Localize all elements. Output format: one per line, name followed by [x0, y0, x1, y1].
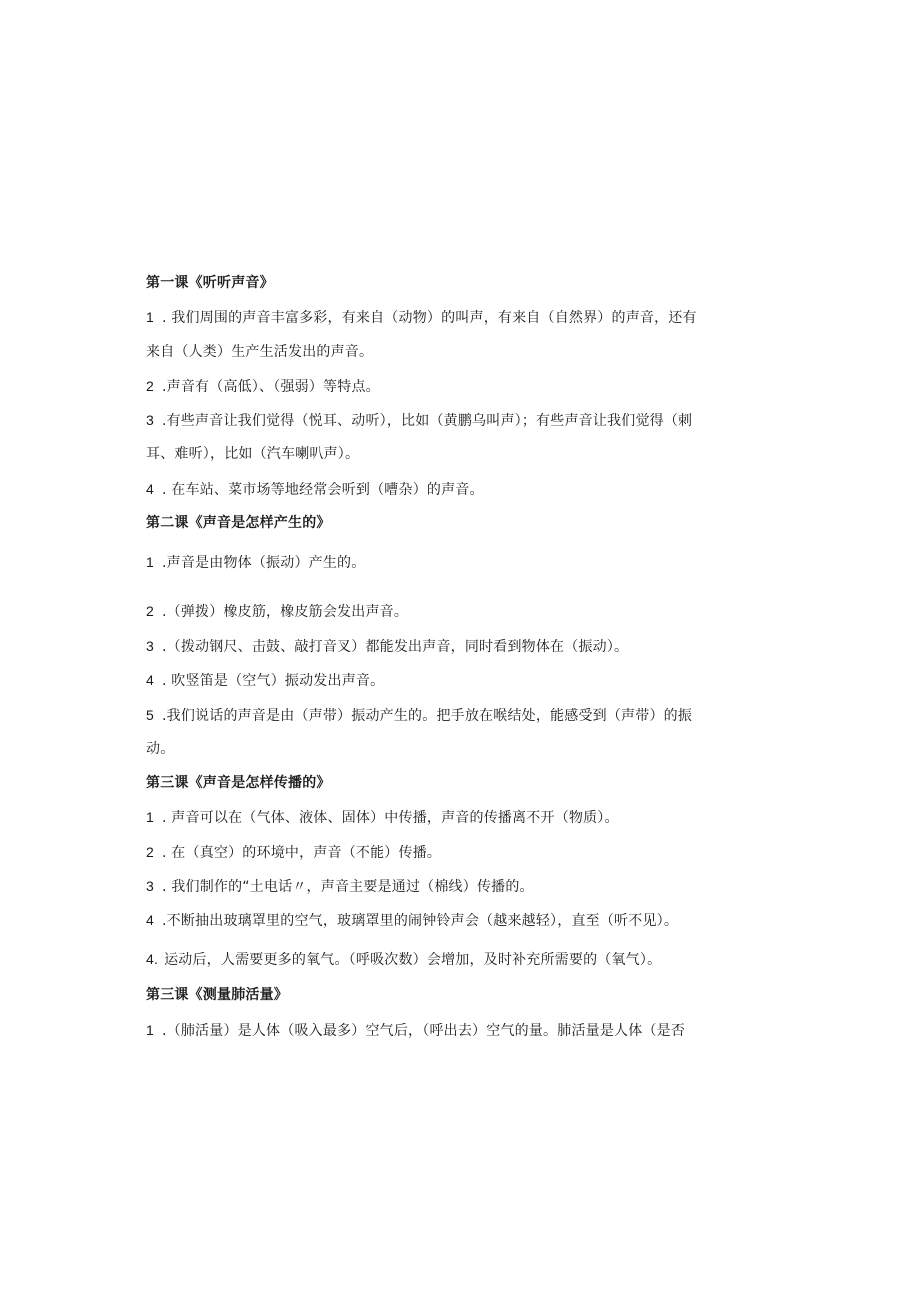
item-text: . 我们制作的“土电话〃，声音主要是通过（棉线）传播的。 — [162, 879, 534, 895]
item-text: .（弹拨）橡皮筋，橡皮筋会发出声音。 — [162, 604, 409, 620]
item-text: .（拨动钢尺、击鼓、敲打音叉）都能发出声音，同时看到物体在（振动）。 — [162, 639, 629, 655]
lesson-4-item-1 — [146, 1020, 685, 1041]
item-text: .不断抽出玻璃罩里的空气，玻璃罩里的闹钟铃声会（越来越轻），直至（听不见）。 — [162, 913, 679, 929]
item-number: 4 — [146, 672, 154, 688]
lesson-2-item-5-continuation: 动。 — [146, 741, 175, 757]
lesson-3-item-1 — [146, 807, 619, 828]
item-number: 1 — [146, 309, 154, 325]
item-number: 1 — [146, 809, 154, 825]
item-text: 运动后，人需要更多的氧气。（呼吸次数）会增加，及时补充所需要的（氧气）。 — [164, 952, 662, 968]
lesson-1-title: 第一课《听听声音》 — [146, 275, 274, 291]
item-number: 2 — [146, 844, 154, 860]
item-number: 3 — [146, 638, 154, 654]
item-text: . 在（真空）的环境中，声音（不能）传播。 — [162, 845, 442, 861]
lesson-2-item-5 — [146, 705, 692, 726]
lesson-3-item-2 — [146, 842, 441, 863]
item-text: .有些声音让我们觉得（悦耳、动听），比如（黄鹏乌叫声）；有些声音让我们觉得（刺 — [162, 413, 693, 429]
item-number: 1 — [146, 1022, 154, 1038]
lesson-1-item-3 — [146, 410, 692, 431]
lesson-2-title: 第二课《声音是怎样产生的》 — [146, 515, 331, 531]
item-number: 1 — [146, 554, 154, 570]
item-text: .声音是由物体（振动）产生的。 — [162, 555, 366, 571]
lesson-3-title: 第三课《声音是怎样传播的》 — [146, 775, 331, 791]
lesson-1-item-1 — [146, 307, 697, 328]
lesson-3-item-5 — [146, 949, 661, 970]
lesson-1-item-4 — [146, 479, 484, 500]
lesson-1-item-2 — [146, 376, 380, 397]
item-text: . 吹竖笛是（空气）振动发出声音。 — [162, 673, 385, 689]
item-number: 4 — [146, 912, 154, 928]
item-number: 2 — [146, 603, 154, 619]
item-text: . 我们周围的声音丰富多彩，有来自（动物）的叫声，有来自（自然界）的声音，还有 — [162, 310, 697, 326]
lesson-3-item-3 — [146, 876, 534, 897]
item-text: .（肺活量）是人体（吸入最多）空气后，（呼出去）空气的量。肺活量是人体（是否 — [162, 1023, 686, 1039]
lesson-2-item-4 — [146, 670, 384, 691]
item-number: 4. — [146, 951, 159, 967]
item-number: 3 — [146, 412, 154, 428]
lesson-4-title: 第三课《测量肺活量》 — [146, 987, 288, 1003]
lesson-2-item-1 — [146, 552, 365, 573]
lesson-1-item-3-continuation: 耳、难听），比如（汽车喇叭声）。 — [146, 446, 360, 462]
lesson-2-item-3 — [146, 636, 628, 657]
item-number: 3 — [146, 878, 154, 894]
item-number: 2 — [146, 378, 154, 394]
item-text: .我们说话的声音是由（声带）振动产生的。把手放在喉结处，能感受到（声带）的振 — [162, 708, 693, 724]
item-text: . 在车站、菜市场等地经常会听到（嘈杂）的声音。 — [162, 482, 484, 498]
item-text: . 声音可以在（气体、液体、固体）中传播，声音的传播离不开（物质）。 — [162, 810, 619, 826]
item-text: .声音有（高低）、（强弱）等特点。 — [162, 379, 380, 395]
item-number: 5 — [146, 707, 154, 723]
lesson-2-item-2 — [146, 601, 408, 622]
item-number: 4 — [146, 481, 154, 497]
lesson-1-item-1-continuation: 来自（人类）生产生活发出的声音。 — [146, 344, 374, 360]
lesson-3-item-4 — [146, 910, 678, 931]
